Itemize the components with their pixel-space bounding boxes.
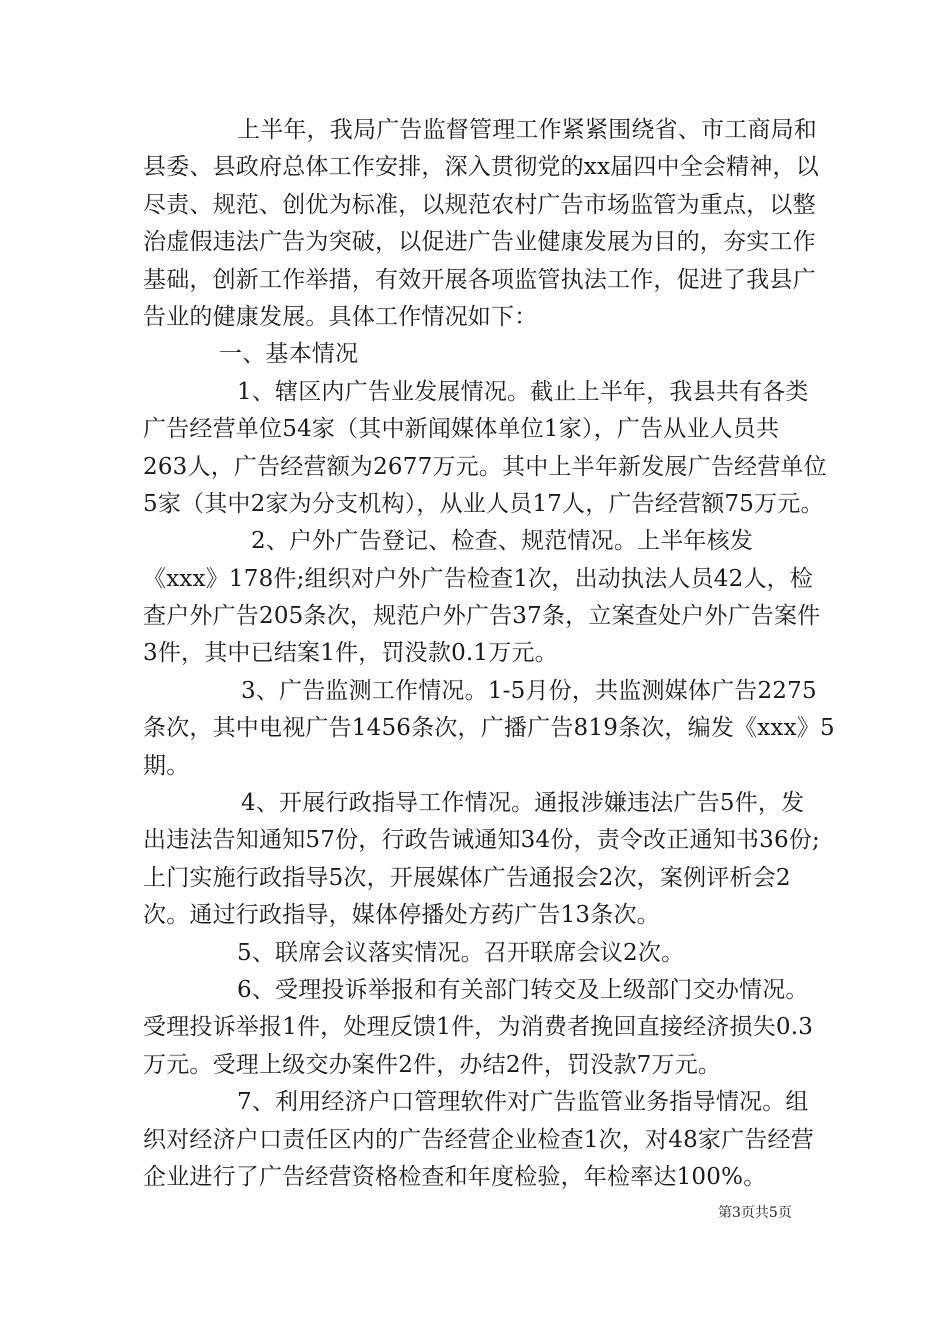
item-3-line: 条次，其中电视广告1456条次，广播广告819条次，编发《xxx》5 <box>143 715 835 742</box>
paragraph-intro-line: 基础，创新工作举措，有效开展各项监管执法工作，促进了我县广 <box>143 266 816 293</box>
item-4-line: 出违法告知通知57份，行政告诫通知34份，责令改正通知书36份; <box>143 827 820 854</box>
paragraph-intro-line: 县委、县政府总体工作安排，深入贯彻党的xx届四中全会精神，以 <box>143 154 819 181</box>
item-4-line: 次。通过行政指导，媒体停播处方药广告13条次。 <box>143 902 660 929</box>
item-6-line: 万元。受理上级交办案件2件，办结2件，罚没款7万元。 <box>143 1051 722 1078</box>
item-7-line: 7、利用经济户口管理软件对广告监管业务指导情况。组 <box>237 1089 809 1116</box>
document-body <box>143 112 835 1196</box>
paragraph-intro-line: 治虚假违法广告为突破，以促进广告业健康发展为目的，夯实工作 <box>143 229 816 256</box>
item-1-line: 5家（其中2家为分支机构），从业人员17人，广告经营额75万元。 <box>143 490 824 517</box>
item-5-line: 5、联席会议落实情况。召开联席会议2次。 <box>237 939 685 966</box>
item-7-line: 企业进行了广告经营资格检查和年度检验，年检率达100%。 <box>143 1163 767 1190</box>
paragraph-intro-line: 告业的健康发展。具体工作情况如下： <box>143 303 538 330</box>
item-4-line: 上门实施行政指导5次，开展媒体广告通报会2次，案例评析会2 <box>143 864 791 891</box>
item-2-line: 2、户外广告登记、检查、规范情况。上半年核发 <box>251 528 754 555</box>
item-3-line: 3、广告监测工作情况。1-5月份，共监测媒体广告2275 <box>241 677 817 704</box>
item-1-line: 263人，广告经营额为2677万元。其中上半年新发展广告经营单位 <box>143 453 827 480</box>
item-1-line: 广告经营单位54家（其中新闻媒体单位1家），广告从业人员共 <box>143 416 780 443</box>
item-3-line: 期。 <box>143 752 190 779</box>
item-4-line: 4、开展行政指导工作情况。通报涉嫌违法广告5件，发 <box>241 790 805 817</box>
item-7-line: 织对经济户口责任区内的广告经营企业检查1次，对48家广告经营 <box>143 1126 814 1153</box>
item-2-line: 查户外广告205条次，规范户外广告37条，立案查处户外广告案件 <box>143 603 821 630</box>
item-1-line: 1、辖区内广告业发展情况。截止上半年，我县共有各类 <box>237 378 809 405</box>
item-6-line: 6、受理投诉举报和有关部门转交及上级部门交办情况。 <box>237 976 809 1003</box>
paragraph-intro-line: 尽责、规范、创优为标准，以规范农村广告市场监管为重点，以整 <box>143 191 816 218</box>
item-6-line: 受理投诉举报1件，处理反馈1件，为消费者挽回直接经济损失0.3 <box>143 1014 814 1041</box>
page-number-footer: 第3页共5页 <box>718 1205 792 1221</box>
section-heading: 一、基本情况 <box>219 341 359 368</box>
item-2-line: 3件，其中已结案1件，罚没款0.1万元。 <box>143 640 558 667</box>
paragraph-intro-line: 上半年，我局广告监督管理工作紧紧围绕省、市工商局和 <box>237 117 817 143</box>
item-2-line: 《xxx》178件;组织对户外广告检查1次，出动执法人员42人，检 <box>143 565 814 592</box>
